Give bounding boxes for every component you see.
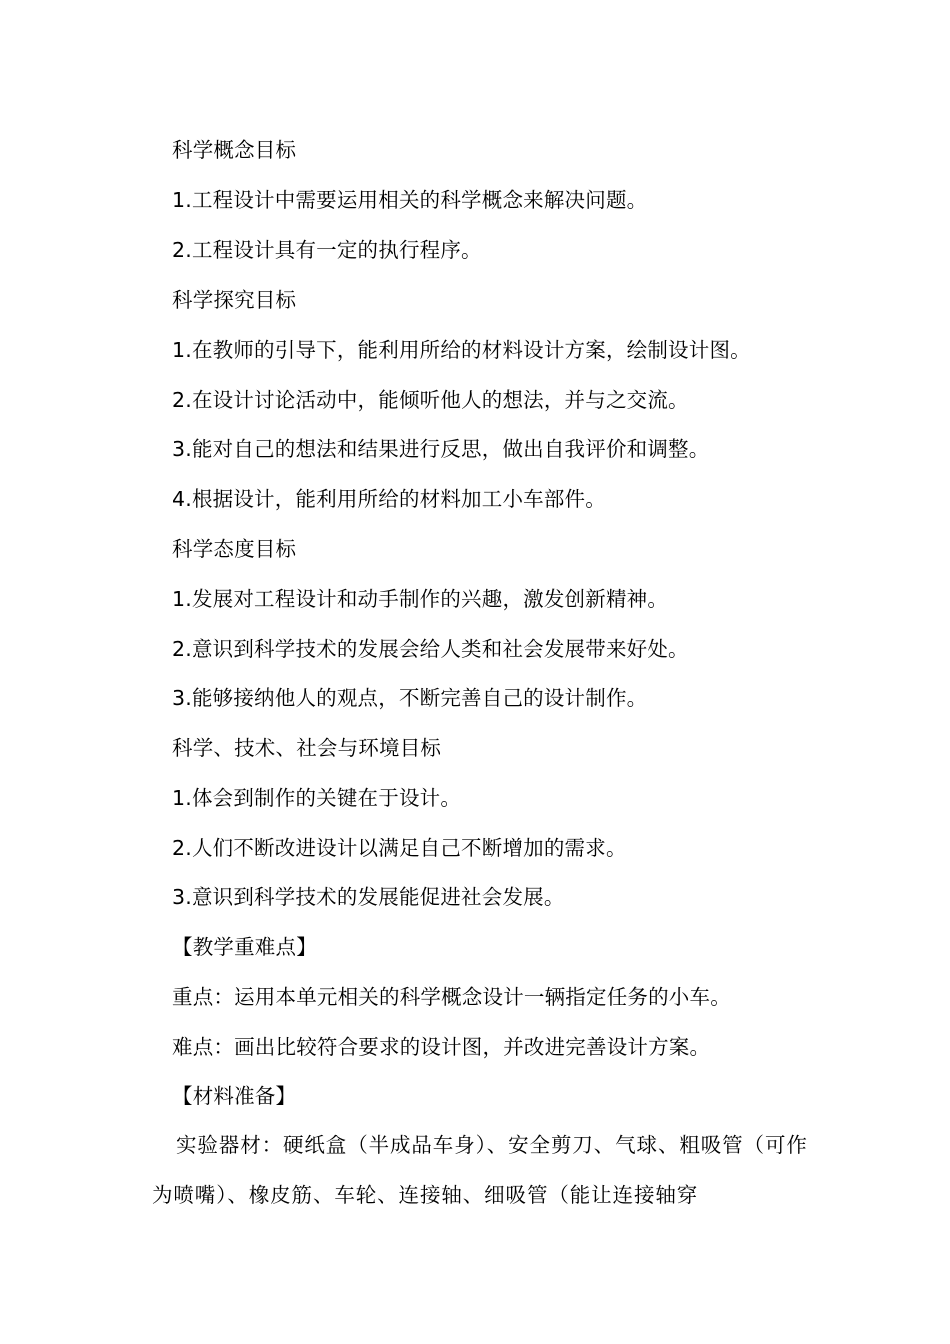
objective-item: 3.能对自己的想法和结果进行反思，做出自我评价和调整。 — [172, 437, 710, 461]
objective-item: 2.意识到科学技术的发展会给人类和社会发展带来好处。 — [172, 637, 689, 661]
key-points-heading: 【教学重难点】 — [172, 935, 317, 959]
objective-item: 3.能够接纳他人的观点，不断完善自己的设计制作。 — [172, 686, 648, 710]
objective-item: 1.在教师的引导下，能利用所给的材料设计方案，绘制设计图。 — [172, 338, 751, 362]
materials-text: 实验器材：硬纸盒（半成品车身）、安全剪刀、气球、粗吸管（可作为喷嘴）、橡皮筋、车轮、连接轴、细吸管（能让连接轴穿 — [152, 1133, 808, 1207]
key-point-focus: 重点：运用本单元相关的科学概念设计一辆指定任务的小车。 — [172, 985, 731, 1009]
objective-item: 4.根据设计，能利用所给的材料加工小车部件。 — [172, 487, 606, 511]
objective-item: 1.体会到制作的关键在于设计。 — [172, 786, 462, 810]
section-heading-stse: 科学、技术、社会与环境目标 — [172, 736, 442, 760]
objective-item: 2.工程设计具有一定的执行程序。 — [172, 238, 482, 262]
objective-item: 3.意识到科学技术的发展能促进社会发展。 — [172, 885, 565, 909]
objective-item: 1.发展对工程设计和动手制作的兴趣，激发创新精神。 — [172, 587, 669, 611]
section-heading-science-inquiry: 科学探究目标 — [172, 288, 297, 312]
objective-item: 1.工程设计中需要运用相关的科学概念来解决问题。 — [172, 188, 648, 212]
key-point-difficulty: 难点：画出比较符合要求的设计图，并改进完善设计方案。 — [172, 1035, 711, 1059]
materials-heading: 【材料准备】 — [172, 1084, 297, 1108]
section-heading-science-concept: 科学概念目标 — [172, 138, 297, 162]
objective-item: 2.人们不断改进设计以满足自己不断增加的需求。 — [172, 836, 627, 860]
objective-item: 2.在设计讨论活动中，能倾听他人的想法，并与之交流。 — [172, 388, 689, 412]
section-heading-science-attitude: 科学态度目标 — [172, 537, 297, 561]
